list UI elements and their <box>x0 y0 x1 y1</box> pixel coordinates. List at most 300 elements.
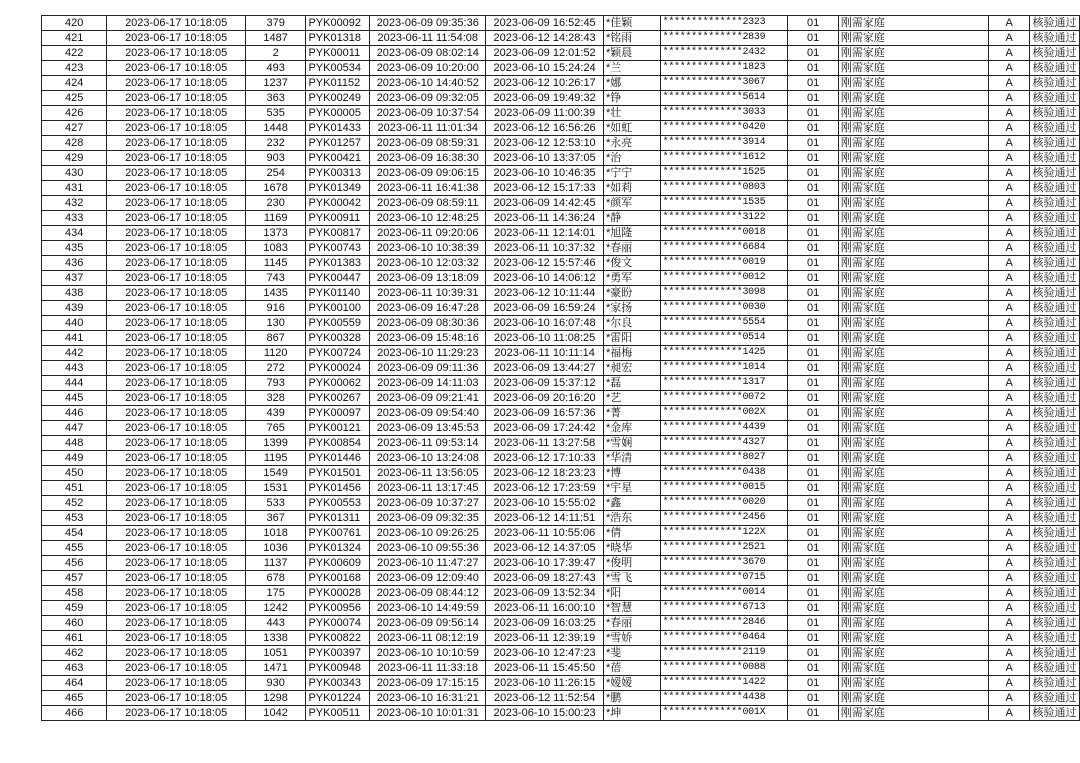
application-id-cell: PYK00343 <box>306 676 370 691</box>
submit-time-cell: 2023-06-09 09:54:40 <box>370 406 486 421</box>
status-cell: 核验通过 <box>1029 511 1079 526</box>
status-cell: 核验通过 <box>1029 376 1079 391</box>
application-id-cell: PYK00956 <box>306 601 370 616</box>
submit-time-cell: 2023-06-09 08:59:11 <box>370 196 486 211</box>
batch-time-cell: 2023-06-17 10:18:05 <box>107 181 246 196</box>
status-cell: 核验通过 <box>1029 211 1079 226</box>
submit-time-cell: 2023-06-09 09:11:36 <box>370 361 486 376</box>
application-id-cell: PYK00761 <box>306 526 370 541</box>
batch-time-cell: 2023-06-17 10:18:05 <box>107 226 246 241</box>
application-id-cell: PYK00948 <box>306 661 370 676</box>
grade-cell: A <box>989 436 1030 451</box>
id-number-cell: **************0012 <box>660 271 788 286</box>
submit-time-cell: 2023-06-09 16:47:28 <box>370 301 486 316</box>
row-number-cell: 433 <box>42 211 107 226</box>
category-code-cell: 01 <box>788 511 839 526</box>
sequence-cell: 328 <box>245 391 306 406</box>
sequence-cell: 793 <box>245 376 306 391</box>
grade-cell: A <box>989 556 1030 571</box>
category-code-cell: 01 <box>788 271 839 286</box>
row-number-cell: 463 <box>42 661 107 676</box>
review-time-cell: 2023-06-09 14:42:45 <box>486 196 604 211</box>
sequence-cell: 1036 <box>245 541 306 556</box>
submit-time-cell: 2023-06-11 13:56:05 <box>370 466 486 481</box>
sequence-cell: 1120 <box>245 346 306 361</box>
grade-cell: A <box>989 31 1030 46</box>
sequence-cell: 493 <box>245 61 306 76</box>
submit-time-cell: 2023-06-09 09:06:15 <box>370 166 486 181</box>
applicant-name-cell: *勇军 <box>604 271 661 286</box>
submit-time-cell: 2023-06-10 12:03:32 <box>370 256 486 271</box>
applicant-name-cell: *如虹 <box>604 121 661 136</box>
row-number-cell: 456 <box>42 556 107 571</box>
submit-time-cell: 2023-06-09 09:32:35 <box>370 511 486 526</box>
application-id-cell: PYK01383 <box>306 256 370 271</box>
sequence-cell: 1448 <box>245 121 306 136</box>
table-row <box>42 286 1080 301</box>
status-cell: 核验通过 <box>1029 151 1079 166</box>
category-code-cell: 01 <box>788 421 839 436</box>
row-number-cell: 445 <box>42 391 107 406</box>
grade-cell: A <box>989 511 1030 526</box>
family-type-cell: 刚需家庭 <box>838 196 989 211</box>
id-number-cell: **************3914 <box>660 136 788 151</box>
status-cell: 核验通过 <box>1029 136 1079 151</box>
table-row <box>42 631 1080 646</box>
table-row <box>42 706 1080 721</box>
status-cell: 核验通过 <box>1029 616 1079 631</box>
id-number-cell: **************1535 <box>660 196 788 211</box>
sequence-cell: 254 <box>245 166 306 181</box>
id-number-cell: **************5614 <box>660 91 788 106</box>
id-number-cell: **************5554 <box>660 316 788 331</box>
review-time-cell: 2023-06-10 11:26:15 <box>486 676 604 691</box>
grade-cell: A <box>989 706 1030 721</box>
status-cell: 核验通过 <box>1029 496 1079 511</box>
category-code-cell: 01 <box>788 241 839 256</box>
submit-time-cell: 2023-06-11 13:17:45 <box>370 481 486 496</box>
table-row <box>42 481 1080 496</box>
submit-time-cell: 2023-06-11 11:54:08 <box>370 31 486 46</box>
application-id-cell: PYK00724 <box>306 346 370 361</box>
table-row <box>42 391 1080 406</box>
family-type-cell: 刚需家庭 <box>838 436 989 451</box>
applicant-name-cell: *铭雨 <box>604 31 661 46</box>
submit-time-cell: 2023-06-11 16:41:38 <box>370 181 486 196</box>
status-cell: 核验通过 <box>1029 316 1079 331</box>
category-code-cell: 01 <box>788 541 839 556</box>
review-time-cell: 2023-06-12 11:52:54 <box>486 691 604 706</box>
row-number-cell: 454 <box>42 526 107 541</box>
applicant-name-cell: *坤 <box>604 706 661 721</box>
submit-time-cell: 2023-06-09 08:02:14 <box>370 46 486 61</box>
sequence-cell: 130 <box>245 316 306 331</box>
grade-cell: A <box>989 691 1030 706</box>
family-type-cell: 刚需家庭 <box>838 706 989 721</box>
sequence-cell: 1145 <box>245 256 306 271</box>
table-row <box>42 436 1080 451</box>
sequence-cell: 439 <box>245 406 306 421</box>
submit-time-cell: 2023-06-10 10:38:39 <box>370 241 486 256</box>
applicant-name-cell: *雪飞 <box>604 571 661 586</box>
applicant-name-cell: *颜军 <box>604 196 661 211</box>
application-id-cell: PYK00328 <box>306 331 370 346</box>
table-row <box>42 211 1080 226</box>
applicant-name-cell: *永亮 <box>604 136 661 151</box>
applicant-name-cell: *博 <box>604 466 661 481</box>
review-time-cell: 2023-06-10 14:06:12 <box>486 271 604 286</box>
batch-time-cell: 2023-06-17 10:18:05 <box>107 661 246 676</box>
review-time-cell: 2023-06-09 17:24:42 <box>486 421 604 436</box>
submit-time-cell: 2023-06-09 16:38:30 <box>370 151 486 166</box>
application-id-cell: PYK00553 <box>306 496 370 511</box>
category-code-cell: 01 <box>788 601 839 616</box>
row-number-cell: 427 <box>42 121 107 136</box>
sequence-cell: 1195 <box>245 451 306 466</box>
submit-time-cell: 2023-06-10 10:10:59 <box>370 646 486 661</box>
batch-time-cell: 2023-06-17 10:18:05 <box>107 391 246 406</box>
grade-cell: A <box>989 151 1030 166</box>
id-number-cell: **************6684 <box>660 241 788 256</box>
applicant-name-cell: *智慧 <box>604 601 661 616</box>
application-id-cell: PYK01446 <box>306 451 370 466</box>
table-row <box>42 16 1080 31</box>
review-time-cell: 2023-06-09 20:16:20 <box>486 391 604 406</box>
grade-cell: A <box>989 121 1030 136</box>
category-code-cell: 01 <box>788 151 839 166</box>
id-number-cell: **************0020 <box>660 496 788 511</box>
table-row <box>42 241 1080 256</box>
row-number-cell: 450 <box>42 466 107 481</box>
id-number-cell: **************2323 <box>660 16 788 31</box>
id-number-cell: **************2119 <box>660 646 788 661</box>
table-row <box>42 331 1080 346</box>
applicant-name-cell: *蓓 <box>604 661 661 676</box>
application-id-cell: PYK00024 <box>306 361 370 376</box>
grade-cell: A <box>989 46 1030 61</box>
applicant-name-cell: *鑫 <box>604 496 661 511</box>
id-number-cell: **************1422 <box>660 676 788 691</box>
grade-cell: A <box>989 676 1030 691</box>
submit-time-cell: 2023-06-10 14:40:52 <box>370 76 486 91</box>
id-number-cell: **************0030 <box>660 301 788 316</box>
application-id-cell: PYK00042 <box>306 196 370 211</box>
sequence-cell: 1338 <box>245 631 306 646</box>
category-code-cell: 01 <box>788 46 839 61</box>
category-code-cell: 01 <box>788 211 839 226</box>
row-number-cell: 453 <box>42 511 107 526</box>
table-row <box>42 196 1080 211</box>
family-type-cell: 刚需家庭 <box>838 121 989 136</box>
application-id-cell: PYK01140 <box>306 286 370 301</box>
category-code-cell: 01 <box>788 331 839 346</box>
applicant-name-cell: *菁 <box>604 406 661 421</box>
applicant-name-cell: *豪盼 <box>604 286 661 301</box>
submit-time-cell: 2023-06-11 10:39:31 <box>370 286 486 301</box>
submit-time-cell: 2023-06-10 09:26:25 <box>370 526 486 541</box>
sequence-cell: 1399 <box>245 436 306 451</box>
category-code-cell: 01 <box>788 496 839 511</box>
table-row <box>42 271 1080 286</box>
sequence-cell: 1169 <box>245 211 306 226</box>
family-type-cell: 刚需家庭 <box>838 106 989 121</box>
sequence-cell: 1471 <box>245 661 306 676</box>
submit-time-cell: 2023-06-10 11:29:23 <box>370 346 486 361</box>
submit-time-cell: 2023-06-10 13:24:08 <box>370 451 486 466</box>
grade-cell: A <box>989 286 1030 301</box>
family-type-cell: 刚需家庭 <box>838 136 989 151</box>
status-cell: 核验通过 <box>1029 346 1079 361</box>
family-type-cell: 刚需家庭 <box>838 571 989 586</box>
sequence-cell: 175 <box>245 586 306 601</box>
table-row <box>42 361 1080 376</box>
grade-cell: A <box>989 376 1030 391</box>
category-code-cell: 01 <box>788 61 839 76</box>
sequence-cell: 678 <box>245 571 306 586</box>
family-type-cell: 刚需家庭 <box>838 481 989 496</box>
family-type-cell: 刚需家庭 <box>838 601 989 616</box>
application-id-cell: PYK00447 <box>306 271 370 286</box>
table-row <box>42 136 1080 151</box>
status-cell: 核验通过 <box>1029 241 1079 256</box>
row-number-cell: 457 <box>42 571 107 586</box>
id-number-cell: **************3067 <box>660 76 788 91</box>
family-type-cell: 刚需家庭 <box>838 541 989 556</box>
table-row <box>42 121 1080 136</box>
id-number-cell: **************122X <box>660 526 788 541</box>
application-id-cell: PYK01311 <box>306 511 370 526</box>
status-cell: 核验通过 <box>1029 676 1079 691</box>
grade-cell: A <box>989 526 1030 541</box>
batch-time-cell: 2023-06-17 10:18:05 <box>107 436 246 451</box>
sequence-cell: 1137 <box>245 556 306 571</box>
table-row <box>42 31 1080 46</box>
batch-time-cell: 2023-06-17 10:18:05 <box>107 676 246 691</box>
application-id-cell: PYK00092 <box>306 16 370 31</box>
table-row <box>42 601 1080 616</box>
id-number-cell: **************0015 <box>660 481 788 496</box>
row-number-cell: 441 <box>42 331 107 346</box>
table-row <box>42 676 1080 691</box>
family-type-cell: 刚需家庭 <box>838 331 989 346</box>
status-cell: 核验通过 <box>1029 526 1079 541</box>
category-code-cell: 01 <box>788 136 839 151</box>
batch-time-cell: 2023-06-17 10:18:05 <box>107 151 246 166</box>
row-number-cell: 451 <box>42 481 107 496</box>
submit-time-cell: 2023-06-09 09:32:05 <box>370 91 486 106</box>
review-time-cell: 2023-06-10 15:55:02 <box>486 496 604 511</box>
application-id-cell: PYK00249 <box>306 91 370 106</box>
grade-cell: A <box>989 106 1030 121</box>
review-time-cell: 2023-06-11 10:11:14 <box>486 346 604 361</box>
submit-time-cell: 2023-06-09 15:48:16 <box>370 331 486 346</box>
review-time-cell: 2023-06-09 16:52:45 <box>486 16 604 31</box>
table-row <box>42 76 1080 91</box>
submit-time-cell: 2023-06-09 10:37:54 <box>370 106 486 121</box>
applicant-name-cell: *尔良 <box>604 316 661 331</box>
application-id-cell: PYK00743 <box>306 241 370 256</box>
category-code-cell: 01 <box>788 676 839 691</box>
applicant-name-cell: *浩东 <box>604 511 661 526</box>
category-code-cell: 01 <box>788 406 839 421</box>
row-number-cell: 438 <box>42 286 107 301</box>
table-row <box>42 316 1080 331</box>
grade-cell: A <box>989 631 1030 646</box>
batch-time-cell: 2023-06-17 10:18:05 <box>107 556 246 571</box>
row-number-cell: 440 <box>42 316 107 331</box>
id-number-cell: **************0019 <box>660 256 788 271</box>
category-code-cell: 01 <box>788 661 839 676</box>
application-id-cell: PYK00100 <box>306 301 370 316</box>
family-type-cell: 刚需家庭 <box>838 391 989 406</box>
table-row <box>42 466 1080 481</box>
family-type-cell: 刚需家庭 <box>838 316 989 331</box>
application-id-cell: PYK01152 <box>306 76 370 91</box>
batch-time-cell: 2023-06-17 10:18:05 <box>107 466 246 481</box>
id-number-cell: **************1823 <box>660 61 788 76</box>
row-number-cell: 437 <box>42 271 107 286</box>
sequence-cell: 379 <box>245 16 306 31</box>
category-code-cell: 01 <box>788 391 839 406</box>
row-number-cell: 424 <box>42 76 107 91</box>
applicant-name-cell: *晓华 <box>604 541 661 556</box>
row-number-cell: 421 <box>42 31 107 46</box>
submit-time-cell: 2023-06-09 14:11:03 <box>370 376 486 391</box>
application-id-cell: PYK00267 <box>306 391 370 406</box>
row-number-cell: 448 <box>42 436 107 451</box>
review-time-cell: 2023-06-09 18:27:43 <box>486 571 604 586</box>
sequence-cell: 230 <box>245 196 306 211</box>
category-code-cell: 01 <box>788 196 839 211</box>
batch-time-cell: 2023-06-17 10:18:05 <box>107 361 246 376</box>
status-cell: 核验通过 <box>1029 271 1079 286</box>
category-code-cell: 01 <box>788 346 839 361</box>
id-number-cell: **************2456 <box>660 511 788 526</box>
family-type-cell: 刚需家庭 <box>838 76 989 91</box>
application-id-cell: PYK00822 <box>306 631 370 646</box>
status-cell: 核验通过 <box>1029 661 1079 676</box>
application-id-cell: PYK01456 <box>306 481 370 496</box>
id-number-cell: **************0438 <box>660 466 788 481</box>
row-number-cell: 460 <box>42 616 107 631</box>
category-code-cell: 01 <box>788 316 839 331</box>
sequence-cell: 930 <box>245 676 306 691</box>
table-row <box>42 541 1080 556</box>
id-number-cell: **************1612 <box>660 151 788 166</box>
status-cell: 核验通过 <box>1029 436 1079 451</box>
family-type-cell: 刚需家庭 <box>838 616 989 631</box>
submit-time-cell: 2023-06-10 16:31:21 <box>370 691 486 706</box>
table-row <box>42 181 1080 196</box>
submit-time-cell: 2023-06-10 09:55:36 <box>370 541 486 556</box>
family-type-cell: 刚需家庭 <box>838 676 989 691</box>
row-number-cell: 458 <box>42 586 107 601</box>
sequence-cell: 1018 <box>245 526 306 541</box>
batch-time-cell: 2023-06-17 10:18:05 <box>107 136 246 151</box>
grade-cell: A <box>989 181 1030 196</box>
status-cell: 核验通过 <box>1029 571 1079 586</box>
row-number-cell: 464 <box>42 676 107 691</box>
applicant-name-cell: *斐 <box>604 646 661 661</box>
batch-time-cell: 2023-06-17 10:18:05 <box>107 571 246 586</box>
batch-time-cell: 2023-06-17 10:18:05 <box>107 706 246 721</box>
status-cell: 核验通过 <box>1029 286 1079 301</box>
submit-time-cell: 2023-06-09 09:56:14 <box>370 616 486 631</box>
submit-time-cell: 2023-06-11 08:12:19 <box>370 631 486 646</box>
category-code-cell: 01 <box>788 436 839 451</box>
grade-cell: A <box>989 166 1030 181</box>
application-id-cell: PYK01349 <box>306 181 370 196</box>
applicant-name-cell: *兰 <box>604 61 661 76</box>
batch-time-cell: 2023-06-17 10:18:05 <box>107 271 246 286</box>
family-type-cell: 刚需家庭 <box>838 61 989 76</box>
row-number-cell: 431 <box>42 181 107 196</box>
family-type-cell: 刚需家庭 <box>838 301 989 316</box>
submit-time-cell: 2023-06-09 08:30:36 <box>370 316 486 331</box>
grade-cell: A <box>989 391 1030 406</box>
applicant-name-cell: *雷阳 <box>604 331 661 346</box>
application-id-cell: PYK00534 <box>306 61 370 76</box>
id-number-cell: **************1317 <box>660 376 788 391</box>
batch-time-cell: 2023-06-17 10:18:05 <box>107 406 246 421</box>
review-time-cell: 2023-06-12 14:37:05 <box>486 541 604 556</box>
grade-cell: A <box>989 571 1030 586</box>
application-id-cell: PYK01501 <box>306 466 370 481</box>
grade-cell: A <box>989 331 1030 346</box>
status-cell: 核验通过 <box>1029 181 1079 196</box>
status-cell: 核验通过 <box>1029 106 1079 121</box>
grade-cell: A <box>989 346 1030 361</box>
application-id-cell: PYK00313 <box>306 166 370 181</box>
application-id-cell: PYK01324 <box>306 541 370 556</box>
id-number-cell: **************2846 <box>660 616 788 631</box>
grade-cell: A <box>989 406 1030 421</box>
batch-time-cell: 2023-06-17 10:18:05 <box>107 16 246 31</box>
family-type-cell: 刚需家庭 <box>838 151 989 166</box>
review-time-cell: 2023-06-09 12:01:52 <box>486 46 604 61</box>
submit-time-cell: 2023-06-09 10:20:00 <box>370 61 486 76</box>
category-code-cell: 01 <box>788 706 839 721</box>
review-time-cell: 2023-06-12 15:57:46 <box>486 256 604 271</box>
submit-time-cell: 2023-06-09 08:59:31 <box>370 136 486 151</box>
applicant-name-cell: *金库 <box>604 421 661 436</box>
status-cell: 核验通过 <box>1029 91 1079 106</box>
table-row <box>42 106 1080 121</box>
applicant-name-cell: *鹏 <box>604 691 661 706</box>
grade-cell: A <box>989 661 1030 676</box>
batch-time-cell: 2023-06-17 10:18:05 <box>107 631 246 646</box>
review-time-cell: 2023-06-09 13:52:34 <box>486 586 604 601</box>
sequence-cell: 1298 <box>245 691 306 706</box>
row-number-cell: 426 <box>42 106 107 121</box>
status-cell: 核验通过 <box>1029 466 1079 481</box>
category-code-cell: 01 <box>788 166 839 181</box>
grade-cell: A <box>989 586 1030 601</box>
table-row <box>42 376 1080 391</box>
grade-cell: A <box>989 76 1030 91</box>
id-number-cell: **************002X <box>660 406 788 421</box>
table-row <box>42 526 1080 541</box>
id-number-cell: **************001X <box>660 706 788 721</box>
application-id-cell: PYK00559 <box>306 316 370 331</box>
grade-cell: A <box>989 616 1030 631</box>
applicant-name-cell: *俊明 <box>604 556 661 571</box>
status-cell: 核验通过 <box>1029 691 1079 706</box>
table-row <box>42 586 1080 601</box>
category-code-cell: 01 <box>788 586 839 601</box>
table-row <box>42 616 1080 631</box>
table-row <box>42 571 1080 586</box>
